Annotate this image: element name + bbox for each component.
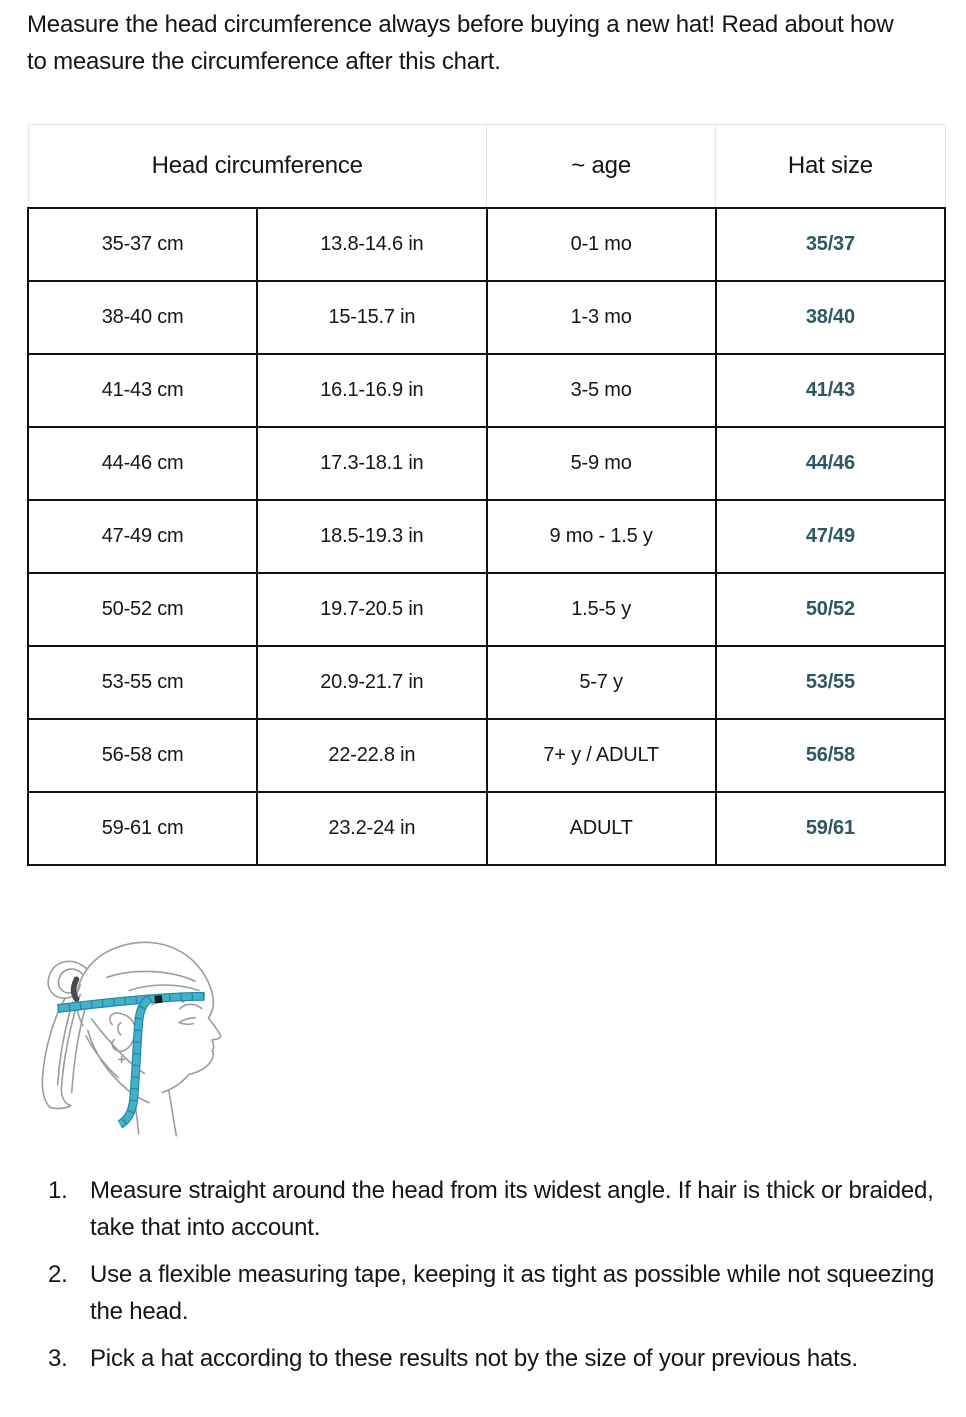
- col-header-head-circumference: Head circumference: [28, 125, 487, 209]
- cell-inches: 17.3-18.1 in: [257, 427, 486, 500]
- face-profile: [162, 1007, 220, 1093]
- cell-hat-size: 50/52: [716, 573, 945, 646]
- cell-inches: 16.1-16.9 in: [257, 354, 486, 427]
- cell-hat-size: 38/40: [716, 281, 945, 354]
- cell-hat-size: 59/61: [716, 792, 945, 865]
- table-row: [28, 354, 945, 427]
- cell-hat-size: 53/55: [716, 646, 945, 719]
- table-row: [28, 500, 945, 573]
- cell-age: 5-7 y: [487, 646, 716, 719]
- cell-cm: 50-52 cm: [28, 573, 257, 646]
- table-row: [28, 573, 945, 646]
- measuring-tape-vertical: [120, 998, 150, 1124]
- cell-inches: 22-22.8 in: [257, 719, 486, 792]
- cell-inches: 20.9-21.7 in: [257, 646, 486, 719]
- cell-inches: 18.5-19.3 in: [257, 500, 486, 573]
- table-row: [28, 427, 945, 500]
- cell-cm: 44-46 cm: [28, 427, 257, 500]
- measuring-instructions: [27, 1172, 946, 1377]
- skull-outline: [77, 942, 214, 1025]
- table-row: [28, 792, 945, 865]
- cell-hat-size: 56/58: [716, 719, 945, 792]
- cell-age: 1.5-5 y: [487, 573, 716, 646]
- cell-cm: 41-43 cm: [28, 354, 257, 427]
- table-row: [28, 281, 945, 354]
- cell-age: 7+ y / ADULT: [487, 719, 716, 792]
- table-row: [28, 208, 945, 281]
- cell-cm: 35-37 cm: [28, 208, 257, 281]
- table-row: [28, 719, 945, 792]
- intro-text: Measure the head circumference always before buying a new hat! Read about how to measure the circumference after this chart.: [27, 11, 894, 75]
- eye: [179, 1018, 195, 1024]
- cell-hat-size: 41/43: [716, 354, 945, 427]
- instruction-item-1: Measure straight around the head from its widest angle. If hair is thick or braided, take that into account.: [90, 1177, 934, 1241]
- cell-cm: 56-58 cm: [28, 719, 257, 792]
- col-header-age: ~ age: [487, 125, 716, 209]
- cell-inches: 13.8-14.6 in: [257, 208, 486, 281]
- cell-hat-size: 47/49: [716, 500, 945, 573]
- cell-cm: 59-61 cm: [28, 792, 257, 865]
- cell-age: ADULT: [487, 792, 716, 865]
- cell-inches: 23.2-24 in: [257, 792, 486, 865]
- cell-age: 0-1 mo: [487, 208, 716, 281]
- table-row: [28, 646, 945, 719]
- cell-age: 3-5 mo: [487, 354, 716, 427]
- table-header-row: [28, 125, 945, 209]
- eyebrow: [180, 1004, 202, 1008]
- instruction-item-2: Use a flexible measuring tape, keeping it as tight as possible while not squeezing the head.: [90, 1261, 935, 1325]
- col-header-hat-size: Hat size: [716, 125, 945, 209]
- cell-cm: 53-55 cm: [28, 646, 257, 719]
- cell-age: 9 mo - 1.5 y: [487, 500, 716, 573]
- cell-hat-size: 44/46: [716, 427, 945, 500]
- hat-size-table: [27, 124, 946, 866]
- cell-inches: 19.7-20.5 in: [257, 573, 486, 646]
- cell-age: 1-3 mo: [487, 281, 716, 354]
- neck-front: [169, 1091, 177, 1136]
- cell-cm: 38-40 cm: [28, 281, 257, 354]
- cell-age: 5-9 mo: [487, 427, 716, 500]
- tape-zero-marker: [155, 999, 163, 1000]
- cell-inches: 15-15.7 in: [257, 281, 486, 354]
- head-measurement-illustration: [29, 936, 237, 1148]
- cell-hat-size: 35/37: [716, 208, 945, 281]
- cell-cm: 47-49 cm: [28, 500, 257, 573]
- instruction-item-3: Pick a hat according to these results not by the size of your previous hats.: [90, 1345, 858, 1372]
